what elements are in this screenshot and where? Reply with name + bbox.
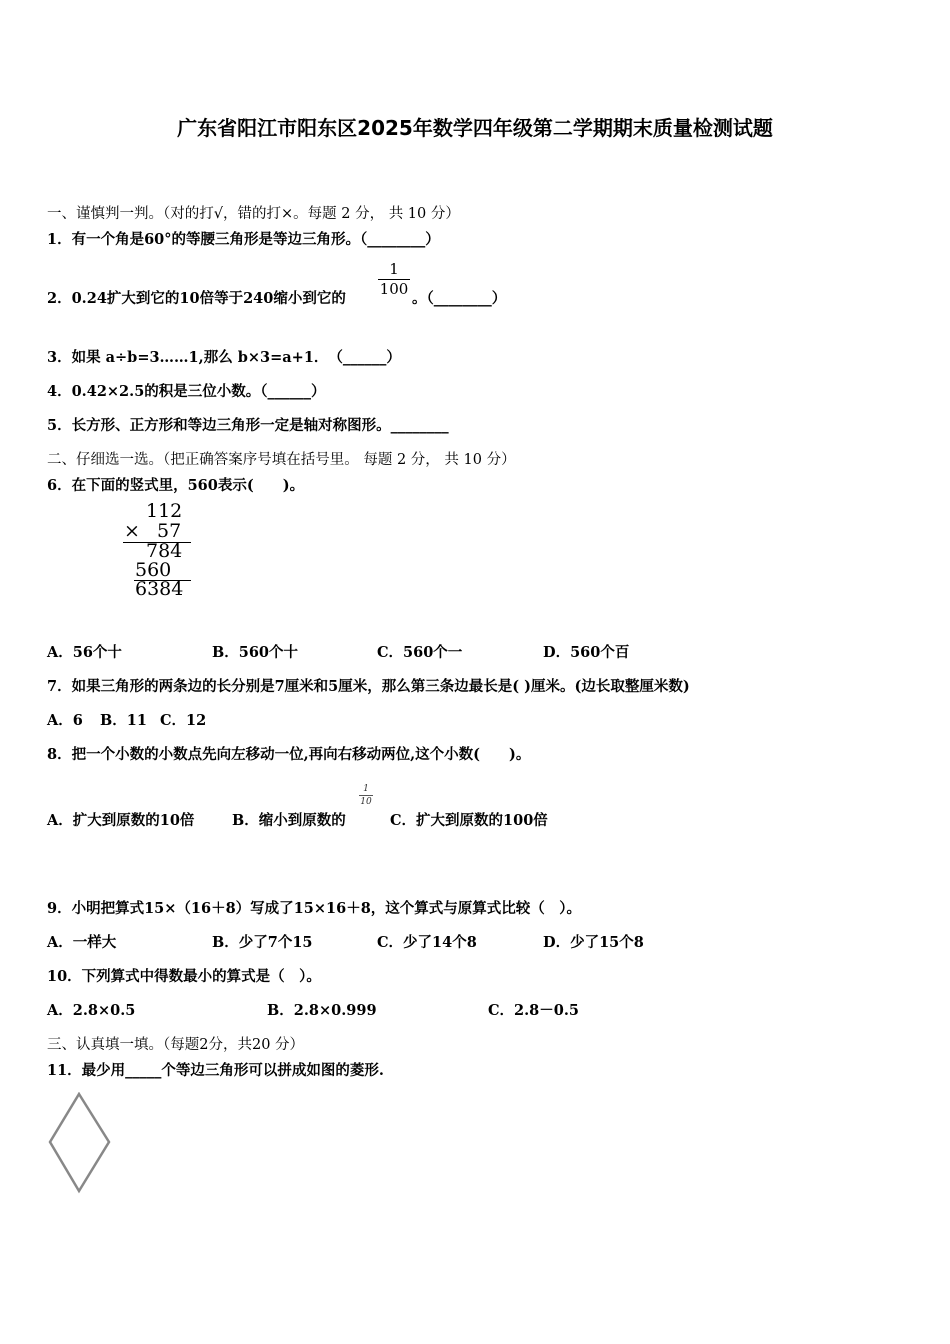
question-2-text: 2．0.24扩大到它的10倍等于240缩小到它的	[47, 290, 346, 307]
q9-option-c: C．少了14个8	[377, 934, 477, 951]
q6-option-a: A．56个十	[47, 644, 122, 661]
section-2-heading: 二、仔细选一选。（把正确答案序号填在括号里。 每题 2 分， 共 10 分）	[47, 452, 516, 468]
q10-option-b: B．2.8×0.999	[267, 1002, 377, 1019]
question-2-fraction	[378, 262, 410, 297]
section-3-heading: 三、认真填一填。（每题2分，共20 分）	[47, 1037, 305, 1053]
q8-option-c: C．扩大到原数的100倍	[390, 812, 548, 829]
partial-product-2: 560	[135, 559, 172, 581]
rhombus-shape	[50, 1094, 109, 1191]
q7-option-c: C．12	[160, 712, 207, 729]
q8-option-b-fraction	[359, 784, 373, 807]
multiplicand: 112	[146, 500, 183, 522]
question-8: 8．把一个小数的小数点先向左移动一位,再向右移动两位,这个小数( )。	[47, 746, 531, 763]
fraction-denominator: 10	[360, 797, 372, 807]
question-1: 1．有一个角是60°的等腰三角形是等边三角形。（________）	[47, 231, 440, 248]
q9-option-d: D．少了15个8	[543, 934, 644, 951]
vertical-multiplication	[120, 500, 200, 600]
partial-product-1: 784	[146, 540, 183, 562]
q10-option-a: A．2.8×0.5	[47, 1002, 136, 1019]
q8-option-a: A．扩大到原数的10倍	[47, 812, 195, 829]
question-9: 9．小明把算式15×（16＋8）写成了15×16＋8，这个算式与原算式比较（ ）。	[47, 900, 582, 917]
question-5: 5．长方形、正方形和等边三角形一定是轴对称图形。________	[47, 417, 449, 434]
q9-option-a: A．一样大	[47, 934, 117, 951]
q6-option-b: B．560个十	[212, 644, 299, 661]
question-11: 11．最少用_____个等边三角形可以拼成如图的菱形.	[47, 1062, 384, 1079]
section-1-heading: 一、谨慎判一判。（对的打√，错的打×。每题 2 分， 共 10 分）	[47, 206, 460, 222]
q9-option-b: B．少了7个15	[212, 934, 313, 951]
multiplier: 57	[157, 520, 182, 542]
product: 6384	[135, 578, 184, 600]
times-sign: ×	[124, 520, 140, 542]
question-6: 6．在下面的竖式里，560表示( )。	[47, 477, 305, 494]
fraction-numerator: 1	[389, 260, 399, 278]
fraction-numerator: 1	[363, 784, 369, 794]
fraction-denominator: 100	[379, 280, 409, 298]
question-7: 7．如果三角形的两条边的长分别是7厘米和5厘米，那么第三条边最长是( )厘米。(边长取整厘米数)	[47, 678, 690, 695]
page-title: 广东省阳江市阳东区2025年数学四年级第二学期期末质量检测试题	[177, 116, 773, 140]
question-3: 3．如果 a÷b=3……1,那么 b×3=a+1． （______）	[47, 349, 401, 366]
question-2-answer-blank: 。（________）	[412, 290, 507, 307]
rhombus-figure	[46, 1092, 112, 1194]
q6-option-d: D．560个百	[543, 644, 630, 661]
question-10: 10．下列算式中得数最小的算式是（ ）。	[47, 968, 321, 985]
q8-option-b: B．缩小到原数的	[232, 812, 346, 829]
fraction-bar	[359, 795, 373, 796]
q6-option-c: C．560个一	[377, 644, 463, 661]
question-4: 4．0.42×2.5的积是三位小数。（______）	[47, 383, 326, 400]
q7-option-a: A．6	[47, 712, 83, 729]
q7-option-b: B．11	[100, 712, 147, 729]
q10-option-c: C．2.8－0.5	[488, 1002, 579, 1019]
